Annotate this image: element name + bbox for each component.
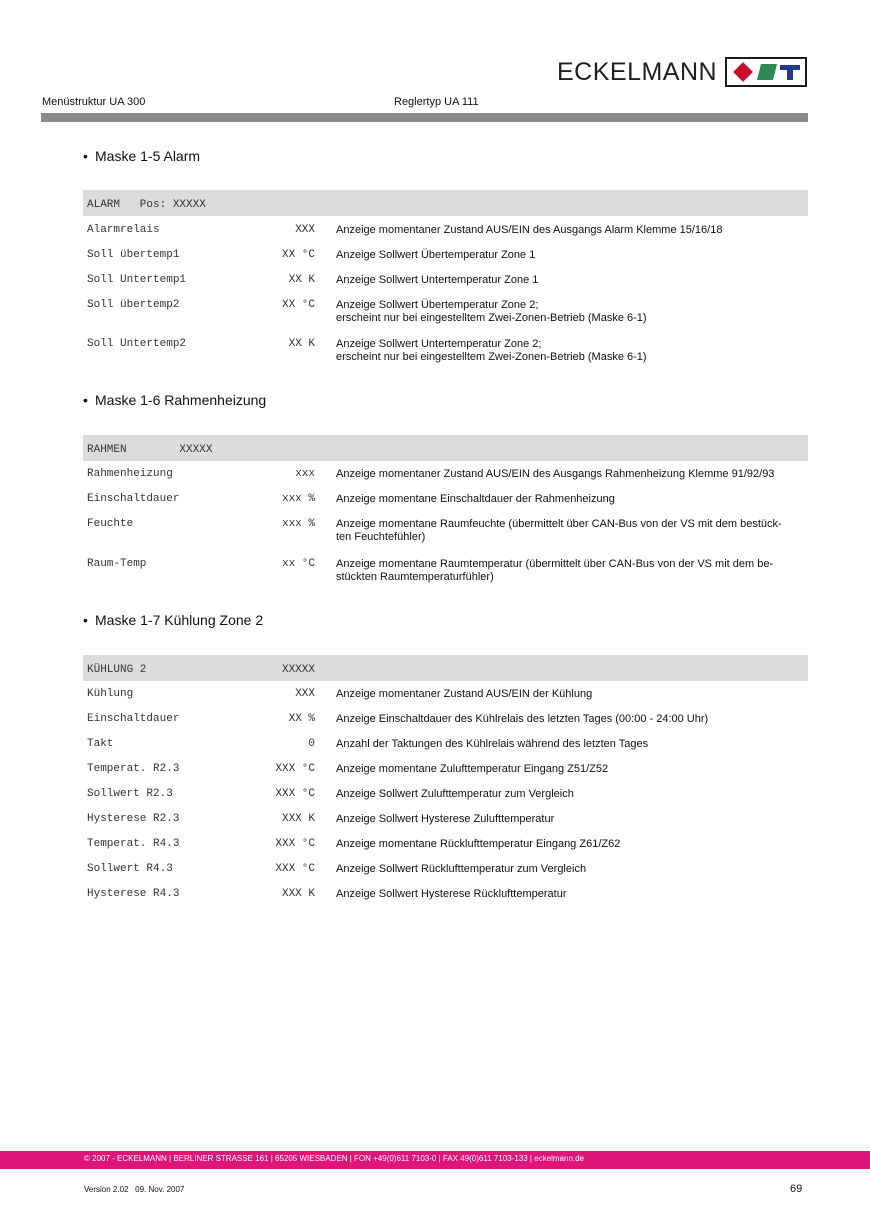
row-description: Anzahl der Taktungen des Kühlrelais während des letzten Tages <box>336 738 649 750</box>
row-label: Alarmrelais <box>87 224 160 236</box>
row-value: xxx % <box>281 493 315 505</box>
logo-red-diamond-icon <box>732 61 754 83</box>
row-description: Anzeige Sollwert Zulufttemperatur zum Vergleich <box>336 788 574 800</box>
row-description: Anzeige Sollwert Rücklufttemperatur zum Vergleich <box>336 863 587 875</box>
row-label: Soll übertemp2 <box>87 299 180 311</box>
row-value: XX °C <box>281 299 315 311</box>
bullet-icon: • <box>83 148 88 164</box>
bullet-icon: • <box>83 392 88 408</box>
row-description: Anzeige Sollwert Untertemperatur Zone 2; erscheint nur bei eingestelltem Zwei-Zonen-Betrieb (Maske 6-1) <box>336 338 647 363</box>
row-value: XXX °C <box>275 788 315 800</box>
section-title: • Maske 1-7 Kühlung Zone 2 <box>83 612 264 628</box>
row-description: Anzeige Sollwert Übertemperatur Zone 2; erscheint nur bei eingestelltem Zwei-Zonen-Betrieb (Maske 6-1) <box>336 299 647 324</box>
row-label: Temperat. R4.3 <box>87 838 180 850</box>
row-description: Anzeige momentaner Zustand AUS/EIN des Ausgangs Rahmenheizung Klemme 91/92/93 <box>336 468 775 480</box>
row-value: XXX °C <box>275 863 315 875</box>
row-value: 0 <box>308 738 315 750</box>
row-label: Takt <box>87 738 114 750</box>
row-label: Soll Untertemp2 <box>87 338 187 350</box>
footer-copyright: © 2007 - ECKELMANN | BERLINER STRASSE 161 | 65205 WIESBADEN | FON +49(0)611 7103-0 | FAX 49(0)611 7103-133 | eckelmann.de <box>84 1154 585 1163</box>
table-header-label: ALARM Pos: XXXXX <box>87 199 206 211</box>
row-value: XXX °C <box>275 838 315 850</box>
row-label: Sollwert R4.3 <box>87 863 173 875</box>
row-description: Anzeige Sollwert Übertemperatur Zone 1 <box>336 249 536 261</box>
row-value: XX % <box>288 713 315 725</box>
bullet-icon: • <box>83 612 88 628</box>
section-title: • Maske 1-5 Alarm <box>83 148 201 164</box>
row-description: Anzeige momentane Rücklufttemperatur Eingang Z61/Z62 <box>336 838 621 850</box>
section-title: • Maske 1-6 Rahmenheizung <box>83 392 267 408</box>
row-value: XX K <box>288 274 315 286</box>
logo-text: ECKELMANN <box>557 58 718 86</box>
row-value: XXX <box>295 224 315 236</box>
row-description: Anzeige Sollwert Hysterese Rücklufttemperatur <box>336 888 567 900</box>
header-left: Menüstruktur UA 300 <box>42 96 146 108</box>
logo-green-parallelogram-icon <box>756 62 778 82</box>
table-header-label: RAHMEN XXXXX <box>87 444 213 456</box>
row-label: Einschaltdauer <box>87 493 180 505</box>
row-label: Raum-Temp <box>87 558 147 570</box>
row-value: XXX °C <box>275 763 315 775</box>
row-label: Einschaltdauer <box>87 713 180 725</box>
version-info: Version 2.02 09. Nov. 2007 <box>84 1185 185 1194</box>
table-header <box>83 190 808 216</box>
logo-mark <box>725 57 807 87</box>
eckelmann-logo <box>557 56 807 88</box>
row-description: Anzeige momentane Zulufttemperatur Eingang Z51/Z52 <box>336 763 609 775</box>
logo-blue-square-icon <box>780 62 800 82</box>
footer-bar <box>0 1151 870 1169</box>
row-description: Anzeige Sollwert Untertemperatur Zone 1 <box>336 274 539 286</box>
row-description: Anzeige momentane Raumtemperatur (übermittelt über CAN-Bus von der VS mit dem be- stückten Raumtemperaturfühler) <box>336 558 774 583</box>
row-value: XX K <box>288 338 315 350</box>
row-label: Hysterese R2.3 <box>87 813 180 825</box>
row-value: xxx % <box>281 518 315 530</box>
table-header <box>83 655 808 681</box>
row-value: XX °C <box>281 249 315 261</box>
row-label: Temperat. R2.3 <box>87 763 180 775</box>
row-value: XXX K <box>281 813 315 825</box>
table-header <box>83 435 808 461</box>
row-label: Feuchte <box>87 518 134 530</box>
row-label: Soll übertemp1 <box>87 249 180 261</box>
row-description: Anzeige momentane Einschaltdauer der Rahmenheizung <box>336 493 615 505</box>
row-description: Anzeige momentaner Zustand AUS/EIN der Kühlung <box>336 688 593 700</box>
header-divider <box>41 113 808 122</box>
row-description: Anzeige momentane Raumfeuchte (übermittelt über CAN-Bus von der VS mit dem bestück- ten Feuchtefühler) <box>336 518 782 543</box>
page-number: 69 <box>790 1183 803 1195</box>
table-header-label: KÜHLUNG 2 <box>87 664 147 676</box>
row-value: XXX <box>295 688 315 700</box>
row-value: xxx <box>295 468 315 480</box>
row-value: XXX K <box>281 888 315 900</box>
row-label: Kühlung <box>87 688 134 700</box>
table-header-value: XXXXX <box>281 664 315 676</box>
row-description: Anzeige momentaner Zustand AUS/EIN des Ausgangs Alarm Klemme 15/16/18 <box>336 224 723 236</box>
row-description: Anzeige Einschaltdauer des Kühlrelais des letzten Tages (00:00 - 24:00 Uhr) <box>336 713 709 725</box>
row-label: Sollwert R2.3 <box>87 788 173 800</box>
row-label: Hysterese R4.3 <box>87 888 180 900</box>
row-label: Soll Untertemp1 <box>87 274 187 286</box>
row-label: Rahmenheizung <box>87 468 173 480</box>
row-description: Anzeige Sollwert Hysterese Zulufttemperatur <box>336 813 555 825</box>
row-value: xx °C <box>281 558 315 570</box>
header-center: Reglertyp UA 111 <box>394 96 479 108</box>
